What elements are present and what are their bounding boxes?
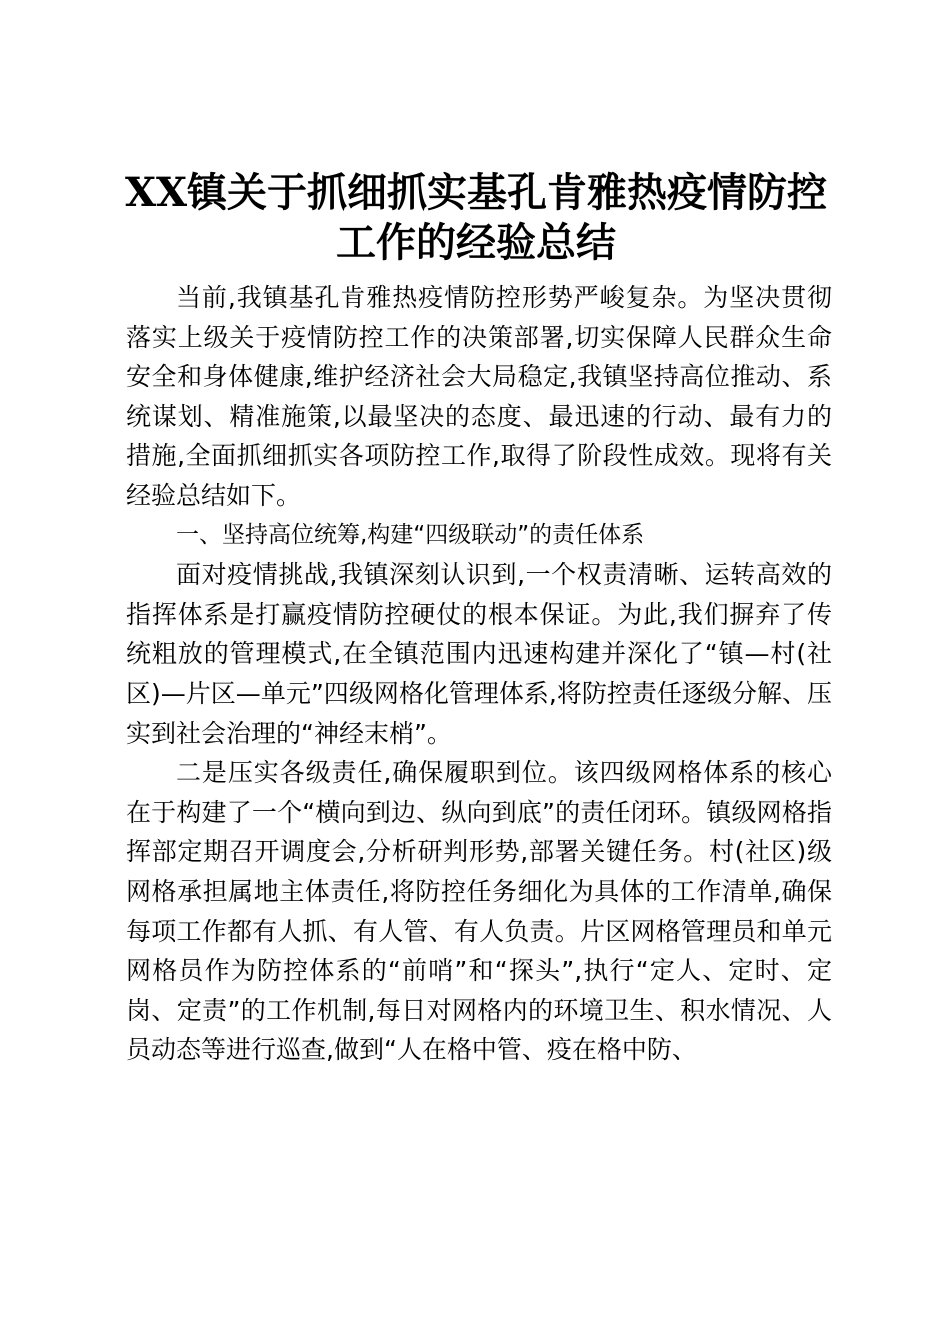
document-body: [126, 278, 832, 1070]
section-heading-1: 一、坚持高位统筹,构建“四级联动”的责任体系: [176, 521, 645, 548]
intro-paragraph: 当前,我镇基孔肯雅热疫情防控形势严峻复杂。为坚决贯彻落实上级关于疫情防控工作的决策部署,切实保障人民群众生命安全和身体健康,维护经济社会大局稳定,我镇坚持高位推动、系统谋划、精准施策,以最坚决的态度、最迅速的行动、最有力的措施,全面抓细抓实各项防控工作,取得了阶段性成效。现将有关经验总结如下。: [126, 283, 832, 510]
section-1-paragraph: 面对疫情挑战,我镇深刻认识到,一个权责清晰、运转高效的指挥体系是打赢疫情防控硬仗的根本保证。为此,我们摒弃了传统粗放的管理模式,在全镇范围内迅速构建并深化了“镇—村(社区)—片区—单元”四级网格化管理体系,将防控责任逐级分解、压实到社会治理的“神经末梢”。: [126, 560, 832, 748]
document-title: XX镇关于抓细抓实基孔肯雅热疫情防控工作的经验总结: [124, 169, 828, 266]
section-1-paragraph-2: 二是压实各级责任,确保履职到位。该四级网格体系的核心在于构建了一个“横向到边、纵向到底”的责任闭环。镇级网格指挥部定期召开调度会,分析研判形势,部署关键任务。村(社区)级网格承担属地主体责任,将防控任务细化为具体的工作清单,确保每项工作都有人抓、有人管、有人负责。片区网格管理员和单元网格员作为防控体系的“前哨”和“探头”,执行“定人、定时、定岗、定责”的工作机制,每日对网格内的环境卫生、积水情况、人员动态等进行巡查,做到“人在格中管、疫在格中防、: [126, 758, 832, 1065]
